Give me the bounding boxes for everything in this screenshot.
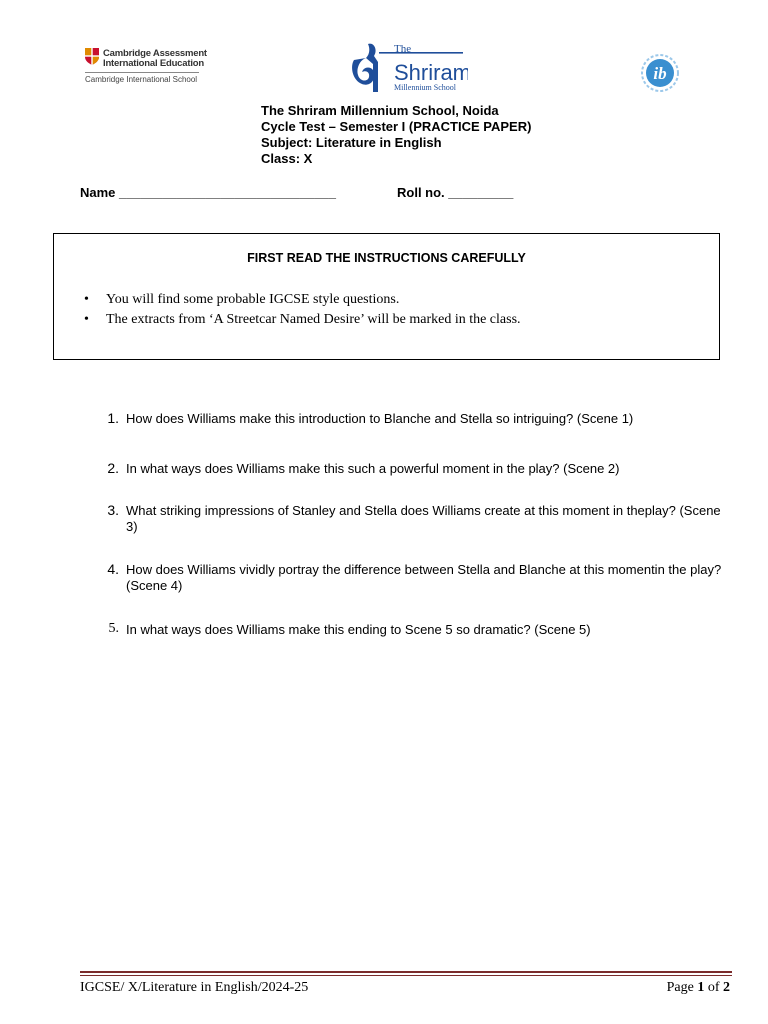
name-field[interactable]: Name ______________________________ <box>80 185 336 200</box>
cambridge-divider <box>85 72 199 73</box>
instruction-text: You will find some probable IGCSE style questions. <box>106 292 400 307</box>
question-number: 4. <box>107 561 119 577</box>
question-text: How does Williams vividly portray the difference between Stella and Blanche at this momentin the play? (Scene 4) <box>126 562 722 593</box>
cambridge-line3: Cambridge International School <box>85 75 198 84</box>
test-name: Cycle Test – Semester I (PRACTICE PAPER) <box>261 119 532 134</box>
question-text: How does Williams make this introduction to Blanche and Stella so intriguing? (Scene 1) <box>126 411 634 426</box>
instructions-list <box>84 290 521 330</box>
footer-rule <box>80 971 732 973</box>
page-current: 1 <box>697 980 705 995</box>
subject-line: Subject: Literature in English <box>261 135 442 150</box>
school-name: The Shriram Millennium School, Noida <box>261 103 499 118</box>
class-line: Class: X <box>261 151 313 166</box>
instruction-text: The extracts from ‘A Streetcar Named Desire’ will be marked in the class. <box>106 312 521 327</box>
shriram-emblem-icon <box>348 40 468 94</box>
instructions-box <box>53 233 720 360</box>
instruction-item <box>84 290 521 310</box>
question-number: 3. <box>107 502 119 518</box>
shriram-logo <box>348 40 468 94</box>
instruction-item <box>84 310 521 330</box>
page-number <box>620 980 730 996</box>
shriram-name: Shriram <box>394 60 468 85</box>
cambridge-logo <box>85 48 205 88</box>
ib-logo <box>640 53 680 93</box>
ib-world-icon <box>640 53 680 93</box>
instructions-heading: FIRST READ THE INSTRUCTIONS CAREFULLY <box>247 251 526 265</box>
bullet-icon: • <box>84 292 89 307</box>
question-text: In what ways does Williams make this such a powerful moment in the play? (Scene 2) <box>126 461 620 476</box>
roll-number-field[interactable]: Roll no. _________ <box>397 185 514 200</box>
page-total: 2 <box>723 980 730 995</box>
shriram-the: The <box>394 43 412 55</box>
bullet-icon: • <box>84 312 89 327</box>
page-prefix: Page <box>666 980 698 995</box>
question-number: 5. <box>108 621 119 636</box>
cambridge-line2: International Education <box>103 58 204 69</box>
question-number: 1. <box>107 410 119 426</box>
footer-course: IGCSE/ X/Literature in English/2024-25 <box>80 980 309 995</box>
question-text: In what ways does Williams make this ending to Scene 5 so dramatic? (Scene 5) <box>126 622 591 637</box>
question-number: 2. <box>107 460 119 476</box>
footer-rule <box>80 975 732 976</box>
title-block <box>261 103 531 167</box>
cambridge-shield-icon <box>85 48 99 65</box>
cambridge-line1: Cambridge Assessment <box>103 48 207 59</box>
ib-text: ib <box>653 64 667 83</box>
page-mid: of <box>704 980 723 995</box>
shriram-sub: Millennium School <box>394 83 456 92</box>
question-text: What striking impressions of Stanley and Stella does Williams create at this moment in theplay? (Scene 3) <box>126 503 721 534</box>
